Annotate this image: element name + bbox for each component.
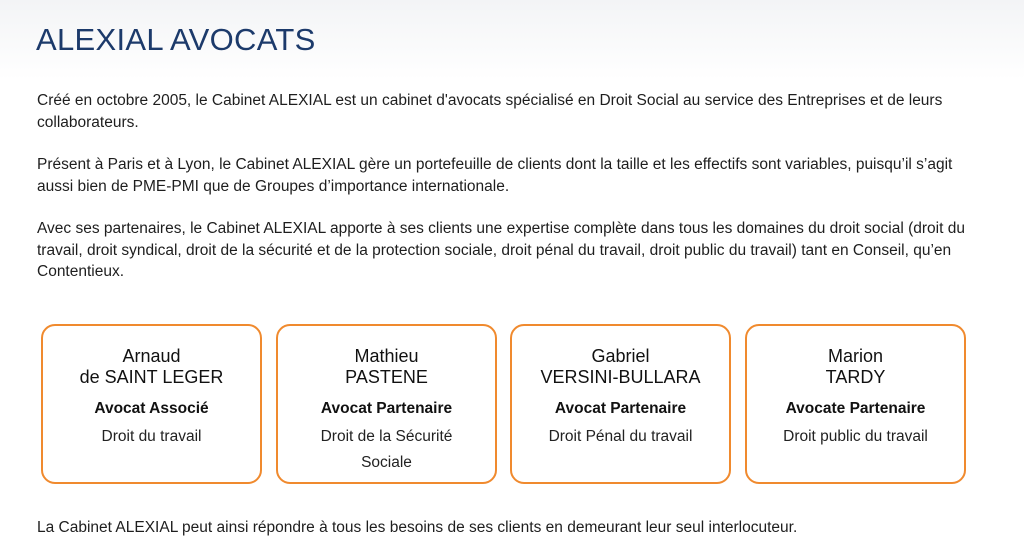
intro-paragraph: Créé en octobre 2005, le Cabinet ALEXIAL est un cabinet d'avocats spécialisé en Droit Social au service des Entreprises et de leurs collaborateurs. [37,92,943,131]
closing-paragraph: La Cabinet ALEXIAL peut ainsi répondre à tous les besoins de ses clients en demeurant leur seul interlocuteur. [37,519,798,536]
lawyer-role: Avocat Associé [94,400,209,417]
lawyer-domain: Droit public du travail [783,428,928,445]
lawyer-card [41,324,262,484]
lawyer-role: Avocat Partenaire [320,400,453,417]
page-title: ALEXIAL AVOCATS [36,22,316,57]
lawyer-last-name: TARDY [825,367,886,387]
lawyer-first-name: Arnaud [122,346,181,366]
lawyer-role: Avocat Partenaire [554,400,687,417]
lawyer-domain: Droit Pénal du travail [548,428,693,445]
lawyer-card [510,324,731,484]
locations-paragraph: Présent à Paris et à Lyon, le Cabinet ALEXIAL gère un portefeuille de clients dont la taille et les effectifs sont variables, puisqu’il s’agit aussi bien de PME-PMI que de Groupes d’importance internationale. [37,156,953,195]
lawyer-first-name: Mathieu [354,346,419,366]
lawyer-card [276,324,497,484]
lawyer-domain: Droit du travail [101,428,202,445]
lawyer-first-name: Marion [827,346,884,366]
lawyer-last-name: PASTENE [345,367,428,387]
lawyer-first-name: Gabriel [591,346,650,366]
lawyer-last-name: de SAINT LEGER [79,367,224,387]
lawyer-card [745,324,966,484]
expertise-paragraph: Avec ses partenaires, le Cabinet ALEXIAL apporte à ses clients une expertise complète dans tous les domaines du droit social (droit du travail, droit syndical, droit de la sécurité et de la protection sociale, droit pénal du travail, droit public du travail) tant en Conseil, qu’en Contentieux. [37,220,965,280]
lawyer-domain: Droit de la Sécurité Sociale [320,428,453,471]
lawyer-last-name: VERSINI-BULLARA [540,367,701,387]
lawyer-role: Avocate Partenaire [785,400,926,417]
